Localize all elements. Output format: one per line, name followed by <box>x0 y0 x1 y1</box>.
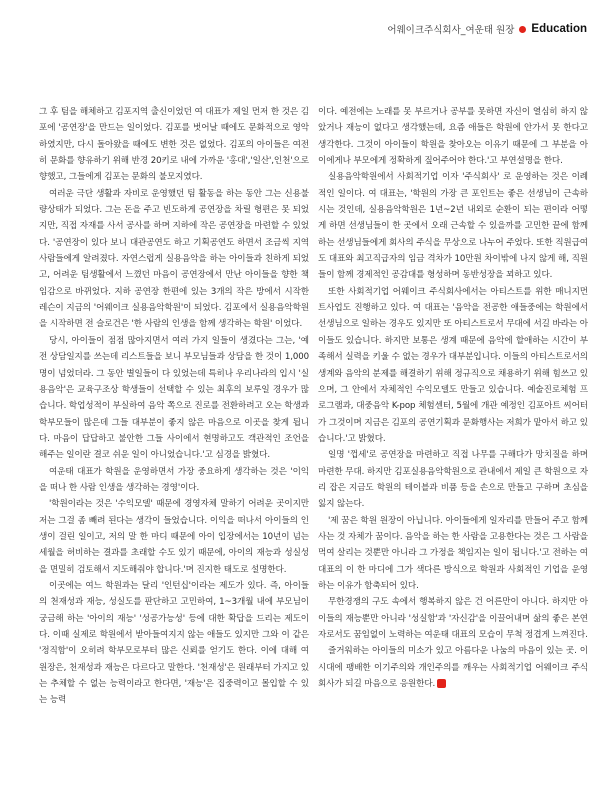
end-mark-icon: E <box>437 679 446 688</box>
paragraph: 일명 '껍세'로 공연장을 마련하고 직접 나무를 구해다가 망치질을 하며 마련한 무대. 하지만 김포실용음악학원으로 관내에서 제일 큰 학원으로 자리 잡은 지금도 학원의 테이블과 비품 등을 손으로 만들고 구하며 초심을 잃지 않는다. <box>318 450 588 510</box>
article-right-column <box>318 104 588 790</box>
paragraph: 당시, 아이들이 점점 많아지면서 여러 가지 일들이 생겼다는 그는, '예전 상담일지를 쓰는데 리스트들을 보니 부모님들과 상담을 한 것이 1,000명이 넘었더라. 그 동안 별일들이 다 있었는데 특히나 우리나라의 입시 '실용음악'은 교육구조상 학생들이 선택할 수 있는 최후의 보루일 경우가 많습니다. 학업성적이 부실하여 음악 쪽으로 진로를 전환하려고 오는 학생과 학부모들이 많은데 그들 대부분이 좋지 않은 마음으로 이곳을 찾게 됩니다. 마음이 답답하고 불안한 그들 사이에서 현명하고도 객관적인 조언을 해주는 일이란 결코 쉬운 일이 아니었습니다.'고 심경을 밝혔다. <box>39 335 309 461</box>
paragraph: 또한 사회적기업 어웨이크 주식회사에서는 아티스트를 위한 매니지먼트사업도 진행하고 있다. 여 대표는 '음악을 전공한 애들중에는 학원에서 선생님으로 일하는 경우도 있지만 또 아티스트로서 무대에 서길 바라는 아이들도 있습니다. 하지만 보통은 생계 때문에 음악에 할애하는 시간이 부족해서 실력을 키울 수 없는 경우가 대부분입니다. 이들의 아티스트로서의 생계와 음악의 분제를 해결하기 위해 정규직으로 채용하기 위해 힘쓰고 있으며, 그 안에서 자체적인 수익모델도 만들고 있습니다. 예술진로체험 프로그램과, 대중음악 K-pop 체험센터, 5월에 개관 예정인 김포아트 씨어터가 그것이며 지금은 김포의 공연기획과 문화행사는 저희가 맡아서 하고 있습니다.'고 밝혔다. <box>318 286 588 444</box>
paragraph-last <box>318 643 588 692</box>
paragraph: 이곳에는 여느 학원과는 달리 '인턴십'이라는 제도가 있다. 즉, 아이들의 천재성과 재능, 성실도를 판단하고 고민하여, 1~3개월 내에 부모님이 궁금해 하는 '아이의 재능' '성공가능성' 등에 대한 확답을 드리는 제도이다. 이때 실제로 학원에서 받아들여지지 않는 애들도 있지만 그와 이 같은 '정직함'이 오히려 학부모로부터 많은 신뢰를 얻기도 한다. 이에 대해 여 원장은, 천재성과 재능은 다르다고 말한다. '천재성'은 원래부터 가지고 있는 추체할 수 없는 능력이라고 한다면, '재능'은 집중력이고 몰입할 수 있는 능력 <box>39 580 309 706</box>
paragraph: 실용음악학원에서 사회적기업 이자 '주식회사' 로 운영하는 것은 이례적인 일이다. 여 대표는, '학원의 가장 큰 포인트는 좋은 선생님이 근속하시는 것인데, 실용음악학원은 1년~2년 내외로 순환이 되는 편이라 어떻게 하면 선생님들이 한 곳에서 오래 근속할 수 있을까를 고민한 끝에 함께하는 선생님들에게 회사의 주식을 무상으로 나누어 주었다. 또한 직원급여도 대표와 최고직급자의 임금 격차가 10만원 차이밖에 나지 않게 해, 직원들이 함께 경제적인 공감대를 형성하며 동반성장을 꾀하고 있다. <box>318 172 588 281</box>
header-company-host: 어웨이크주식회사_여운태 원장 <box>387 25 515 36</box>
article-left-column <box>39 104 309 790</box>
header-section-title: Education <box>531 23 587 35</box>
paragraph: 이다. 예전에는 노래를 못 부르거나 공부를 못하면 자신이 열심히 하지 않았거나 재능이 없다고 생각했는데, 요즘 애들은 학원에 안가서 못 한다고 생각한다. 그것이 아이들이 학원을 찾아오는 이유기 때문에 그 부분을 아이에게나 부모에게 정확하게 짚어주어야 한다.'고 부연설명을 한다. <box>318 107 588 167</box>
paragraph: '학원이라는 것은 '수익모델' 때문에 경영자체 말하기 어려운 곳이지만 저는 그걸 좀 빼려 된다는 생각이 들었습니다. 이익을 떠나서 아이들의 인생이 걸린 일이고, 저의 말 한 마디 때문에 아이 입장에서는 10년이 넘는 세월을 허비하는 결과를 초래할 수도 있기 때문에, 아이의 재능과 성실성을 면밀히 검토해서 지도해줘야 합니다.'며 진지한 태도로 설명한다. <box>39 499 309 575</box>
paragraph: 여러운 극단 생활과 자비로 운영했던 팀 활동을 하는 동안 그는 신용불량상태가 되었다. 그는 돈을 주고 빈도하게 공연장을 차릴 형편은 못 되었지만, 직접 자재를 사서 공사를 하며 지하에 작은 공연장을 마련할 수 있었다. '공연장이 있다 보니 대관공연도 하고 기획공연도 하면서 조금씩 지역 사람들에게 알려졌다. 자연스럽게 실용음악을 하는 아이들과 친하게 되었고, 어려운 팀생활에서 느꼈던 마음이 공연장에서 만난 아이들을 향한 책임감으로 바뀌었다. 지하 공연장 한편에 있는 3개의 작은 방에서 시작한 레슨이 지금의 '어웨이크 실용음악학원'이 되었다. 김포에서 실용음악학원을 시작하면 전 슬로건은 '한 사람의 인생을 함께 생각하는 학원' 이었다. <box>39 188 309 330</box>
paragraph: 그 후 팀을 해체하고 김포지역 출신이었던 여 대표가 제일 먼저 한 것은 김포에 '공연장'을 만드는 일이었다. 김포를 벗어날 때에도 문화적으로 영악하였지만, 다시 돌아왔을 때에도 변한 것은 없었다. 김포의 아이들은 여전히 문화를 향유하기 위해 반경 20키로 내에 가까운 '홍대','일산',인천'으로 향했고, 그들에게 김포는 문화의 불모지였다. <box>39 107 309 183</box>
page-header <box>387 22 587 36</box>
red-bullet-icon <box>519 26 526 33</box>
paragraph-last-text: 즐거워하는 아이들의 미소가 있고 아름다운 나눔의 마음이 있는 곳. 이 시대에 팽배한 이기주의와 개인주의를 깨우는 사회적기업 어웨이크 주식회사가 되길 마음으로 응원한다. <box>318 646 588 690</box>
paragraph: 여운태 대표가 학원을 운영하면서 가장 중요하게 생각하는 것은 '이익을 떠나 한 사람 인생을 생각하는 경영'이다. <box>39 466 309 493</box>
paragraph: '제 꿈은 학원 원장이 아닙니다. 아이들에게 일자리를 만들어 주고 함께 사는 것 자체가 꿈이다. 음악을 하는 한 사람을 고용한다는 것은 그 사람을 먹여 살리는 것뿐만 아니라 그 가정을 책임지는 일이 됩니다.'고 전하는 여 대표의 이 한 마디에 그가 색다른 방식으로 학원과 사회적인 기업을 운영하는 이유가 함축되어 있다. <box>318 515 588 591</box>
paragraph: 무한경쟁의 구도 속에서 행복하지 않은 건 어른만이 아니다. 하지만 아이들의 재능뿐만 아니라 '성실함'과 '자신감'을 이끌어내며 삶의 좋은 본연자로서도 꿈임없이 노력하는 여운태 대표의 모습이 무척 정겹게 느껴진다. <box>318 597 588 640</box>
